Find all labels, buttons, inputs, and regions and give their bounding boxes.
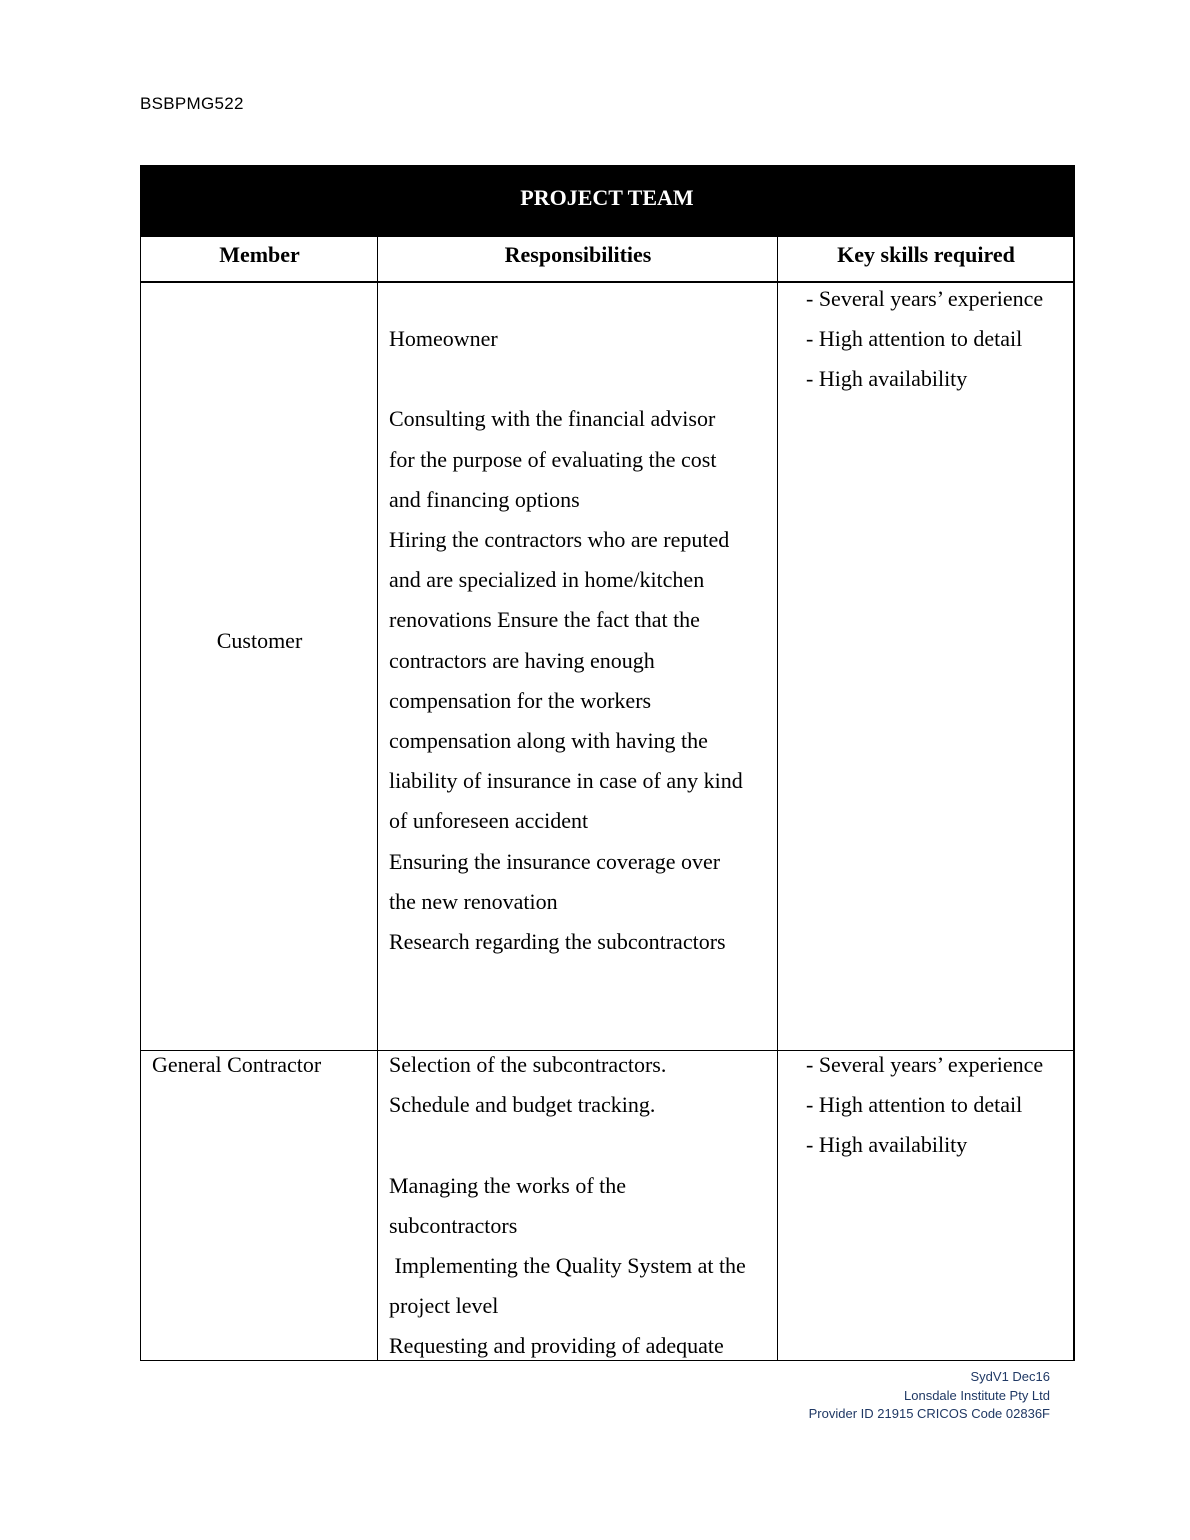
responsibility-line: Requesting and providing of adequate	[389, 1333, 724, 1359]
skill-line: - Several years’ experience	[806, 286, 1044, 311]
responsibility-line: for the purpose of evaluating the cost	[389, 446, 717, 472]
column-header-member: Member	[219, 242, 300, 267]
footer-institute: Lonsdale Institute Pty Ltd	[904, 1387, 1050, 1403]
skill-line: - High attention to detail	[806, 1092, 1023, 1118]
responsibility-line: and financing options	[389, 486, 580, 512]
responsibility-line: Ensuring the insurance coverage over	[389, 848, 721, 874]
member-cell-general-contractor: General Contractor	[152, 1052, 322, 1077]
responsibilities-cell-customer	[389, 319, 743, 962]
responsibility-line: contractors are having enough	[389, 647, 655, 673]
responsibility-line: Hiring the contractors who are reputed	[389, 527, 730, 552]
responsibility-line: renovations Ensure the fact that the	[389, 607, 700, 633]
responsibility-line: and are specialized in home/kitchen	[389, 567, 705, 593]
responsibility-line: compensation for the workers	[389, 687, 652, 713]
responsibility-line: subcontractors	[389, 1212, 518, 1238]
responsibility-line: Research regarding the subcontractors	[389, 929, 726, 955]
document-header-code: BSBPMG522	[140, 94, 244, 113]
responsibility-line: compensation along with having the	[389, 728, 708, 754]
skills-cell-customer	[806, 279, 1043, 400]
responsibility-line: of unforeseen accident	[389, 808, 589, 834]
footer-provider-id: Provider ID 21915 CRICOS Code 02836F	[808, 1406, 1050, 1421]
responsibility-line: Consulting with the financial advisor	[389, 406, 716, 432]
footer-version: SydV1 Dec16	[970, 1369, 1050, 1384]
responsibility-line: project level	[389, 1293, 499, 1319]
responsibility-line: Homeowner	[389, 326, 498, 351]
responsibilities-cell-general-contractor	[389, 1045, 746, 1367]
project-team-table	[140, 165, 1075, 1361]
skill-line: - High availability	[806, 366, 968, 392]
responsibility-line: Implementing the Quality System at the	[389, 1253, 746, 1278]
responsibility-line: Managing the works of the	[389, 1172, 627, 1198]
responsibility-line: Selection of the subcontractors.	[389, 1052, 667, 1077]
skill-line: - Several years’ experience	[806, 1052, 1044, 1077]
responsibility-line: the new renovation	[389, 888, 558, 914]
column-header-responsibilities: Responsibilities	[504, 242, 652, 267]
responsibility-line: liability of insurance in case of any kind	[389, 768, 743, 794]
skill-line: - High attention to detail	[806, 326, 1023, 352]
document-footer	[809, 1368, 1050, 1424]
column-divider	[377, 237, 378, 1361]
skill-line: - High availability	[806, 1132, 968, 1158]
responsibility-spacer	[389, 359, 743, 399]
table-title: PROJECT TEAM	[141, 165, 1073, 237]
skills-cell-general-contractor	[806, 1045, 1043, 1166]
responsibility-line: Schedule and budget tracking.	[389, 1092, 656, 1118]
column-header-skills: Key skills required	[837, 242, 1015, 267]
member-cell-customer: Customer	[216, 628, 303, 653]
responsibility-spacer	[389, 1125, 746, 1165]
table-header-row	[141, 237, 1073, 283]
column-divider	[777, 237, 778, 1361]
